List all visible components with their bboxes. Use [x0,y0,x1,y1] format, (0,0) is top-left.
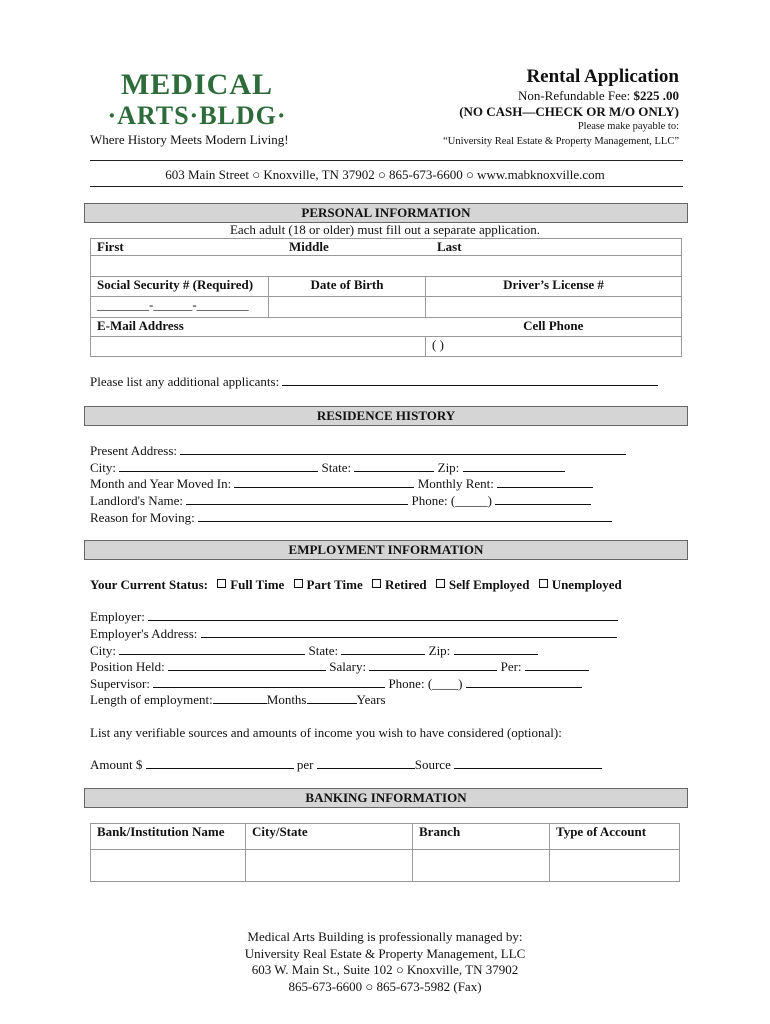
employer-state-label: State: [305,643,342,658]
name-field[interactable] [91,256,682,277]
footer-line-1: Medical Arts Building is professionally managed by: [247,929,523,944]
supervisor-field[interactable] [153,676,385,688]
amount-label: Amount $ [90,757,146,772]
salary-label: Salary: [326,659,370,674]
svg-text:·ARTS·BLDG·: ·ARTS·BLDG· [107,101,287,130]
employer-label: Employer: [90,609,149,624]
branch-col-header: Branch [413,824,550,850]
personal-info-table [90,238,682,357]
reason-line [90,510,612,526]
employer-zip-field[interactable] [454,643,538,655]
name-header-row [91,239,682,256]
landlord-phone-label: Phone: (_____) [408,493,496,508]
amount-line [90,757,602,773]
landlord-line [90,493,591,509]
license-label: Driver’s License # [426,277,682,297]
employer-field[interactable] [148,609,618,621]
footer [0,929,770,995]
source-label: Source [414,757,455,772]
employer-address-label: Employer's Address: [90,626,201,641]
bank-name-field[interactable] [91,850,246,882]
banking-table [90,823,680,882]
ssn-field[interactable]: ________-______-________ [91,297,269,318]
supervisor-phone-field[interactable] [466,676,582,688]
account-type-col-header: Type of Account [550,824,680,850]
residence-city-field[interactable] [119,460,318,472]
address-line: 603 Main Street ○ Knoxville, TN 37902 ○ 865-673-6600 ○ www.mabknoxville.com [165,167,605,182]
additional-label: Please list any additional applicants: [90,374,283,389]
employer-address-line [90,626,617,642]
bank-citystate-field[interactable] [246,850,413,882]
section-banking: BANKING INFORMATION [84,788,688,808]
status-label: Your Current Status: [90,577,208,592]
payment-note: (NO CASH—CHECK OR M/O ONLY) [459,104,679,119]
employer-city-label: City: [90,643,120,658]
reason-label: Reason for Moving: [90,510,198,525]
per-label: Per: [497,659,525,674]
status-checkbox-retired[interactable] [372,579,381,588]
section-residence: RESIDENCE HISTORY [84,406,688,426]
personal-instruction: Each adult (18 or older) must fill out a separate application. [229,222,541,237]
status-checkbox-part-time[interactable] [294,579,303,588]
reason-field[interactable] [198,510,612,522]
supervisor-label: Supervisor: [90,676,154,691]
amount-per-field[interactable] [317,757,415,769]
supervisor-phone-label: Phone: (____) [385,676,466,691]
section-employment: EMPLOYMENT INFORMATION [84,540,688,560]
email-field[interactable] [91,337,426,357]
bank-col-header: Bank/Institution Name [91,824,246,850]
fee-amount: $225 .00 [633,88,679,103]
employer-city-line [90,643,538,659]
present-address-field[interactable] [180,443,626,455]
amount-field[interactable] [146,757,294,769]
years-label: Years [356,692,386,707]
status-option-retired: Retired [385,577,427,592]
tagline: Where History Meets Modern Living! [90,132,289,147]
fee-line [518,88,679,104]
supervisor-line [90,676,582,692]
payable-to: “University Real Estate & Property Management, LLC” [443,136,679,147]
amount-per-label: per [293,757,317,772]
dob-field[interactable] [269,297,426,318]
employer-state-field[interactable] [341,643,425,655]
status-option-unemployed: Unemployed [551,577,622,592]
current-status-row [90,577,622,593]
residence-city-label: City: [90,460,120,475]
residence-city-line [90,460,565,476]
position-line [90,659,589,675]
moved-in-label: Month and Year Moved In: [90,476,235,491]
length-line [90,692,386,708]
employer-line [90,609,618,625]
income-note: List any verifiable sources and amounts of income you wish to have considered (optional): [90,725,562,740]
status-checkbox-self-employed[interactable] [436,579,445,588]
present-address-label: Present Address: [90,443,181,458]
length-label: Length of employment: [90,692,213,707]
landlord-label: Landlord's Name: [90,493,187,508]
status-checkbox-full-time[interactable] [217,579,226,588]
landlord-field[interactable] [186,493,408,505]
position-field[interactable] [168,659,326,671]
footer-line-2: University Real Estate & Property Management, LLC [244,945,526,961]
cell-field[interactable]: ( ) [426,337,682,357]
position-label: Position Held: [90,659,169,674]
months-label: Months [266,692,307,707]
status-option-part-time: Part Time [306,577,363,592]
residence-zip-field[interactable] [463,460,565,472]
residence-zip-label: Zip: [434,460,463,475]
svg-text:MEDICAL: MEDICAL [120,68,274,101]
present-address-line [90,443,626,459]
landlord-phone-field[interactable] [495,493,591,505]
per-field[interactable] [525,659,589,671]
employer-zip-label: Zip: [425,643,454,658]
header-rule [90,160,683,161]
cell-label: Cell Phone [426,318,682,337]
form-title: Rental Application [526,66,679,87]
moved-in-line [90,476,593,492]
moved-in-field[interactable] [234,476,414,488]
residence-state-label: State: [318,460,355,475]
salary-field[interactable] [369,659,497,671]
footer-line-4: 865-673-6600 ○ 865-673-5982 (Fax) [288,978,482,994]
first-label: First [97,239,124,254]
address-rule [90,186,683,187]
account-type-field[interactable] [550,850,680,882]
status-checkbox-unemployed[interactable] [539,579,548,588]
monthly-rent-label: Monthly Rent: [414,476,498,491]
section-personal: PERSONAL INFORMATION [84,203,688,223]
payable-label: Please make payable to: [577,121,679,132]
status-option-full-time: Full Time [230,577,285,592]
additional-applicants-line [90,374,658,390]
last-label: Last [437,239,462,254]
medical-arts-logo [107,66,287,130]
license-field[interactable] [426,297,682,318]
bank-branch-field[interactable] [413,850,550,882]
source-field[interactable] [454,757,602,769]
additional-applicants-field[interactable] [282,374,658,386]
citystate-col-header: City/State [246,824,413,850]
length-months-field[interactable] [213,692,267,704]
ssn-label: Social Security # (Required) [91,277,269,297]
length-years-field[interactable] [307,692,357,704]
employer-address-field[interactable] [201,626,617,638]
middle-label: Middle [289,239,329,254]
employer-city-field[interactable] [119,643,305,655]
status-option-self-employed: Self Employed [448,577,530,592]
fee-label: Non-Refundable Fee: [517,88,634,103]
email-label: E-Mail Address [91,318,426,337]
footer-line-3: 603 W. Main St., Suite 102 ○ Knoxville, TN 37902 [251,962,519,977]
monthly-rent-field[interactable] [497,476,593,488]
residence-state-field[interactable] [354,460,434,472]
dob-label: Date of Birth [269,277,426,297]
